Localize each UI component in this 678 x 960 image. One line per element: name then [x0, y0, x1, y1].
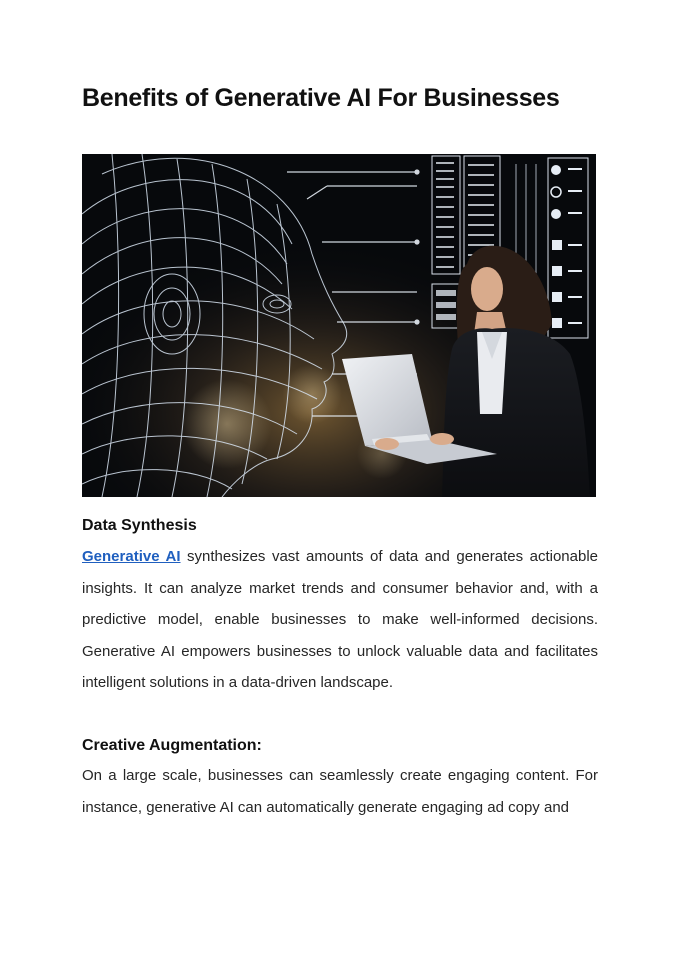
generative-ai-link[interactable]: Generative AI	[82, 548, 181, 565]
section-heading-creative-augmentation: Creative Augmentation:	[82, 737, 262, 754]
section-heading-data-synthesis: Data Synthesis	[82, 517, 197, 534]
section-paragraph-creative-augmentation: On a large scale, businesses can seamlessly create engaging content. For instance, generative AI can automatically generate engaging ad copy and	[82, 767, 598, 816]
page-title: Benefits of Generative AI For Businesses	[82, 84, 560, 112]
section-paragraph-data-synthesis	[82, 541, 598, 699]
paragraph-text: synthesizes vast amounts of data and generates actionable insights. It can analyze market trends and consumer behavior and, with a predictive model, enable businesses to make well-informed decisions. Generative AI empowers businesses to unlock valuable data and facilitates intelligent solutions in a data-driven landscape.	[82, 548, 598, 691]
ai-head-illustration	[82, 154, 596, 497]
hero-image	[82, 154, 596, 497]
